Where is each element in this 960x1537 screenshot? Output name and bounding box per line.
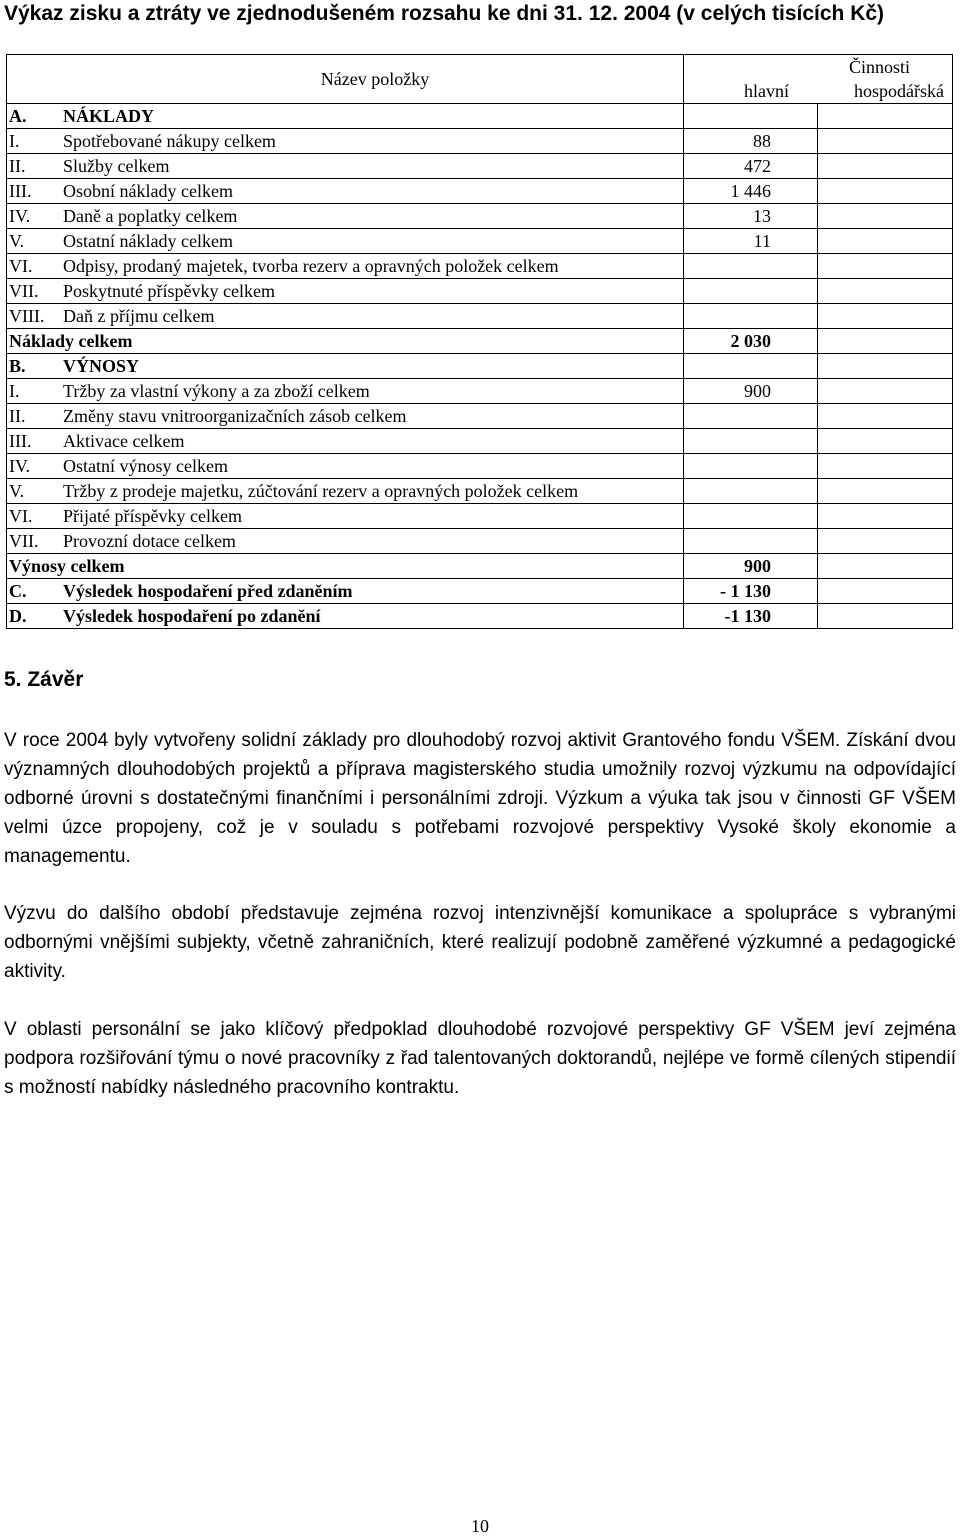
row-item-cell	[7, 454, 684, 479]
row-number: I.	[9, 131, 20, 151]
row-main-value: 900	[684, 554, 818, 579]
row-number: C.	[9, 581, 27, 601]
row-item-cell	[7, 154, 684, 179]
row-number: VI.	[9, 256, 33, 276]
row-main-value: 900	[684, 379, 818, 404]
row-number: V.	[9, 231, 25, 251]
row-item-cell	[7, 129, 684, 154]
row-economic-value	[818, 104, 953, 129]
table-row	[7, 429, 953, 454]
row-main-value	[684, 279, 818, 304]
row-number: V.	[9, 481, 25, 501]
row-main-value: 2 030	[684, 329, 818, 354]
row-main-value	[684, 404, 818, 429]
row-number: IV.	[9, 456, 31, 476]
table-row	[7, 179, 953, 204]
row-label: Tržby za vlastní výkony a za zboží celkem	[63, 381, 370, 401]
row-item-cell	[7, 529, 684, 554]
row-economic-value	[818, 254, 953, 279]
paragraph-1: V roce 2004 byly vytvořeny solidní základy pro dlouhodobý rozvoj aktivit Grantového fondu VŠEM. Získání dvou významných dlouhodobých projektů a příprava magisterského studia umožnily rozvoj výzkumu na odpovídající odborné úrovni s dostatečnými finančními i personálními zdroji. Výzkum a výuka tak jsou v činnosti GF VŠEM velmi úzce propojeny, což je v souladu s potřebami rozvojové perspektivy Vysoké školy ekonomie a managementu.	[4, 730, 956, 867]
row-main-value: 13	[684, 204, 818, 229]
row-economic-value	[818, 404, 953, 429]
table-row	[7, 479, 953, 504]
row-main-value	[684, 454, 818, 479]
row-label: Výsledek hospodaření po zdanění	[63, 606, 321, 626]
row-label: Změny stavu vnitroorganizačních zásob celkem	[63, 406, 407, 426]
row-item-cell	[7, 254, 684, 279]
row-label: Provozní dotace celkem	[63, 531, 236, 551]
header-item-name-label: Název položky	[320, 69, 430, 89]
row-label: Přijaté příspěvky celkem	[63, 506, 242, 526]
row-main-value	[684, 354, 818, 379]
row-number: VI.	[9, 506, 33, 526]
row-item-cell	[7, 179, 684, 204]
table-row	[7, 604, 953, 629]
row-number: III.	[9, 431, 32, 451]
page-number: 10	[471, 1516, 489, 1536]
row-item-cell	[7, 479, 684, 504]
row-main-value: - 1 130	[684, 579, 818, 604]
header-main-label: hlavní	[744, 81, 789, 101]
row-number: A.	[9, 106, 27, 126]
table-row	[7, 329, 953, 354]
row-economic-value	[818, 579, 953, 604]
row-label: VÝNOSY	[63, 356, 140, 376]
row-item-cell	[7, 504, 684, 529]
row-label: Tržby z prodeje majetku, zúčtování rezerv a opravných položek celkem	[63, 481, 579, 501]
row-label: Daně a poplatky celkem	[63, 206, 238, 226]
row-main-value	[684, 504, 818, 529]
row-number: II.	[9, 406, 26, 426]
row-label: Ostatní náklady celkem	[63, 231, 233, 251]
row-main-value	[684, 254, 818, 279]
row-economic-value	[818, 504, 953, 529]
table-row	[7, 154, 953, 179]
row-item-cell	[7, 604, 684, 629]
row-item-cell	[7, 329, 684, 354]
row-number: III.	[9, 181, 32, 201]
table-row	[7, 204, 953, 229]
row-number: I.	[9, 381, 20, 401]
row-item-cell	[7, 104, 684, 129]
income-statement-table	[6, 54, 953, 629]
row-economic-value	[818, 604, 953, 629]
row-main-value	[684, 429, 818, 454]
row-number: VII.	[9, 531, 39, 551]
row-economic-value	[818, 279, 953, 304]
table-row	[7, 104, 953, 129]
row-item-cell	[7, 579, 684, 604]
table-row	[7, 529, 953, 554]
row-item-cell	[7, 304, 684, 329]
table-header-row	[7, 55, 953, 80]
header-activities-label: Činnosti	[848, 57, 910, 77]
row-label: Aktivace celkem	[63, 431, 185, 451]
row-item-cell	[7, 554, 684, 579]
table-row	[7, 554, 953, 579]
header-economic-label: hospodářská	[854, 81, 944, 101]
row-economic-value	[818, 154, 953, 179]
row-label: Náklady celkem	[9, 331, 133, 351]
row-economic-value	[818, 354, 953, 379]
table-row	[7, 254, 953, 279]
row-main-value: 472	[684, 154, 818, 179]
row-number: II.	[9, 156, 26, 176]
row-main-value	[684, 304, 818, 329]
row-economic-value	[818, 129, 953, 154]
table-row	[7, 504, 953, 529]
row-economic-value	[818, 379, 953, 404]
row-label: Služby celkem	[63, 156, 170, 176]
table-row	[7, 279, 953, 304]
header-activity-types	[684, 79, 953, 104]
row-label: Spotřebované nákupy celkem	[63, 131, 276, 151]
row-item-cell	[7, 229, 684, 254]
row-label: Odpisy, prodaný majetek, tvorba rezerv a opravných položek celkem	[63, 256, 559, 276]
row-item-cell	[7, 279, 684, 304]
row-label: Výsledek hospodaření před zdaněním	[63, 581, 353, 601]
row-economic-value	[818, 529, 953, 554]
row-item-cell	[7, 429, 684, 454]
row-number: VII.	[9, 281, 39, 301]
row-item-cell	[7, 404, 684, 429]
header-activities	[684, 55, 953, 80]
row-label: Poskytnuté příspěvky celkem	[63, 281, 275, 301]
table-row	[7, 304, 953, 329]
table-row	[7, 404, 953, 429]
row-item-cell	[7, 204, 684, 229]
row-economic-value	[818, 479, 953, 504]
row-number: IV.	[9, 206, 31, 226]
row-number: B.	[9, 356, 26, 376]
section-heading: 5. Závěr	[4, 668, 84, 691]
row-economic-value	[818, 179, 953, 204]
row-label: Daň z příjmu celkem	[63, 306, 215, 326]
header-item-name	[7, 55, 684, 104]
row-label: Ostatní výnosy celkem	[63, 456, 228, 476]
table-row	[7, 579, 953, 604]
row-main-value	[684, 104, 818, 129]
table-row	[7, 129, 953, 154]
row-item-cell	[7, 379, 684, 404]
row-main-value: 11	[684, 229, 818, 254]
row-economic-value	[818, 229, 953, 254]
row-label: Osobní náklady celkem	[63, 181, 233, 201]
row-label: Výnosy celkem	[9, 556, 125, 576]
document-title: Výkaz zisku a ztráty ve zjednodušeném rozsahu ke dni 31. 12. 2004 (v celých tisících Kč)	[4, 2, 885, 25]
row-item-cell	[7, 354, 684, 379]
row-main-value: 1 446	[684, 179, 818, 204]
row-economic-value	[818, 304, 953, 329]
row-number: VIII.	[9, 306, 45, 326]
paragraph-3: V oblasti personální se jako klíčový předpoklad dlouhodobé rozvojové perspektivy GF VŠEM jeví zejména podpora rozšiřování týmu o nové pracovníky z řad talentovaných doktorandů, nejlépe ve formě cílených stipendií s možností nabídky následného pracovního kontraktu.	[4, 1019, 956, 1098]
row-main-value: -1 130	[684, 604, 818, 629]
table-row	[7, 379, 953, 404]
row-economic-value	[818, 429, 953, 454]
row-main-value: 88	[684, 129, 818, 154]
paragraph-2: Výzvu do dalšího období představuje zejména rozvoj intenzivnější komunikace a spolupráce s vybranými odbornými vnějšími subjekty, včetně zahraničních, které realizují podobně zaměřené výzkumné a pedagogické aktivity.	[4, 903, 956, 982]
table-row	[7, 229, 953, 254]
row-number: D.	[9, 606, 27, 626]
row-main-value	[684, 529, 818, 554]
row-main-value	[684, 479, 818, 504]
table-row	[7, 454, 953, 479]
row-economic-value	[818, 454, 953, 479]
row-economic-value	[818, 329, 953, 354]
row-economic-value	[818, 204, 953, 229]
table-row	[7, 354, 953, 379]
row-economic-value	[818, 554, 953, 579]
row-label: NÁKLADY	[63, 106, 155, 126]
